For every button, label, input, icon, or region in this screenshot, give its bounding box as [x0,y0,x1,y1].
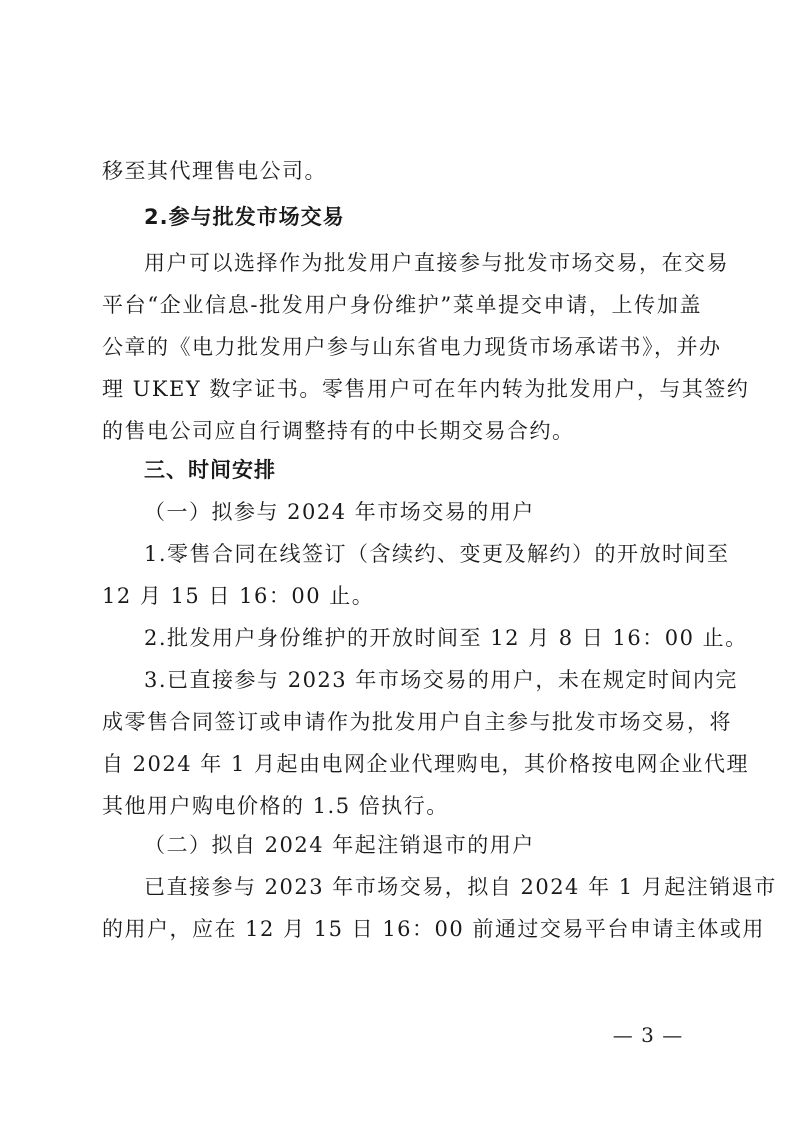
paragraph-line: 其他用户购电价格的 1.5 倍执行。 [102,794,449,818]
paragraph-line: 1.零售合同在线签订（含续约、变更及解约）的开放时间至 [144,542,730,566]
subsection-heading: （一）拟参与 2024 年市场交易的用户 [144,500,535,524]
paragraph-line: 2.批发用户身份维护的开放时间至 12 月 8 日 16：00 止。 [144,626,748,650]
section-heading: 三、时间安排 [144,458,276,482]
paragraph-line: 的用户，应在 12 月 15 日 16：00 前通过交易平台申请主体或用 [102,917,765,941]
paragraph-line: 已直接参与 2023 年市场交易，拟自 2024 年 1 月起注销退市 [144,875,777,899]
subsection-heading: （二）拟自 2024 年起注销退市的用户 [144,833,535,857]
paragraph-line: 成零售合同签订或申请作为批发用户自主参与批发市场交易，将 [102,710,732,734]
paragraph-line: 用户可以选择作为批发用户直接参与批发市场交易，在交易 [144,251,729,275]
section-heading: 2.参与批发市场交易 [144,205,345,229]
paragraph-line: 公章的《电力批发用户参与山东省电力现货市场承诺书》，并办 [102,335,722,359]
paragraph-line: 理 UKEY 数字证书。零售用户可在年内转为批发用户，与其签约 [102,377,750,401]
paragraph-line: 移至其代理售电公司。 [102,159,327,183]
paragraph-line: 自 2024 年 1 月起由电网企业代理购电，其价格按电网企业代理 [102,752,750,776]
paragraph-line: 平台“企业信息-批发用户身份维护”菜单提交申请，上传加盖 [102,293,702,317]
page-number: — 3 — [612,1023,684,1047]
paragraph-line: 12 月 15 日 16：00 止。 [102,584,375,608]
paragraph-line: 3.已直接参与 2023 年市场交易的用户，未在规定时间内完 [144,668,738,692]
paragraph-line: 的售电公司应自行调整持有的中长期交易合约。 [102,419,575,443]
